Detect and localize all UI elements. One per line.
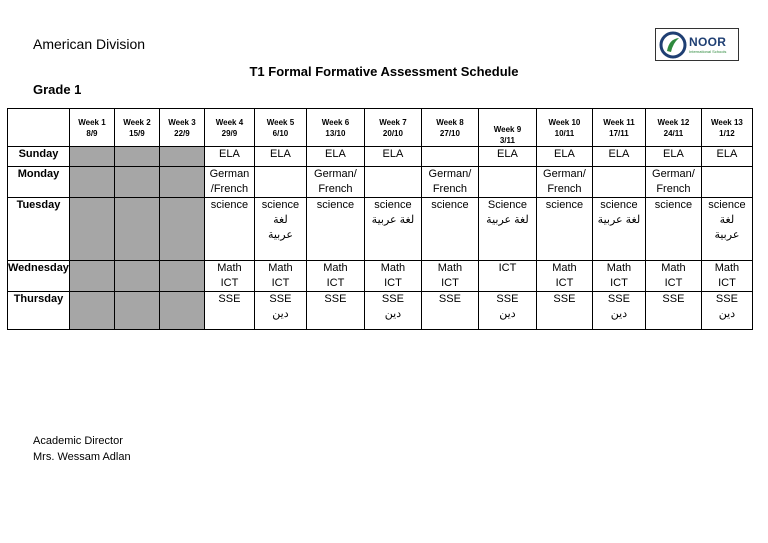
schedule-cell bbox=[536, 261, 592, 292]
week-label: Week 2 bbox=[123, 117, 151, 127]
schedule-cell bbox=[364, 292, 421, 330]
assessment-schedule-table bbox=[7, 108, 753, 330]
subject-text: science bbox=[374, 199, 412, 211]
subject-text: ELA bbox=[663, 148, 684, 160]
subject-text: SSE bbox=[438, 293, 461, 305]
shaded-cell bbox=[69, 147, 114, 167]
week-label: Week 1 bbox=[78, 117, 106, 127]
schedule-cell bbox=[592, 261, 645, 292]
subject-text: SSE bbox=[269, 293, 292, 305]
subject-text: ELA bbox=[554, 148, 575, 160]
subject-text: ICT bbox=[555, 277, 574, 289]
subject-text: ICT bbox=[220, 277, 239, 289]
schedule-cell bbox=[701, 292, 752, 330]
week-header bbox=[592, 109, 645, 147]
schedule-cell bbox=[421, 292, 478, 330]
schedule-cell bbox=[364, 198, 421, 261]
subject-text: science bbox=[210, 199, 249, 211]
week-label: Week 8 bbox=[436, 117, 464, 127]
schedule-cell bbox=[364, 167, 421, 198]
week-label: Week 3 bbox=[168, 117, 196, 127]
week-date: 20/10 bbox=[382, 128, 403, 138]
schedule-cell bbox=[306, 147, 364, 167]
schedule-cell bbox=[478, 198, 536, 261]
header-row bbox=[8, 109, 753, 147]
day-label: Monday bbox=[8, 167, 70, 198]
schedule-cell bbox=[645, 261, 701, 292]
day-row bbox=[8, 292, 753, 330]
subject-text: science bbox=[600, 199, 638, 211]
subject-text: SSE bbox=[324, 293, 347, 305]
subject-text: French bbox=[318, 183, 353, 195]
week-header bbox=[701, 109, 752, 147]
subject-text: دين bbox=[718, 308, 736, 320]
schedule-cell bbox=[421, 147, 478, 167]
week-label: Week 4 bbox=[215, 117, 244, 127]
week-header bbox=[645, 109, 701, 147]
week-header bbox=[204, 109, 254, 147]
week-label: Week 12 bbox=[657, 117, 690, 127]
subject-text: SSE bbox=[496, 293, 519, 305]
subject-text: ICT bbox=[610, 277, 628, 289]
shaded-cell bbox=[114, 261, 159, 292]
week-date: 22/9 bbox=[174, 128, 190, 138]
subject-text: لغة عربية bbox=[486, 214, 529, 226]
week-header bbox=[478, 109, 536, 147]
shaded-cell bbox=[69, 292, 114, 330]
subject-text: Math bbox=[606, 262, 632, 274]
schedule-cell bbox=[536, 147, 592, 167]
schedule-cell bbox=[536, 167, 592, 198]
schedule-cell bbox=[645, 292, 701, 330]
week-header bbox=[114, 109, 159, 147]
subject-text: SSE bbox=[715, 293, 738, 305]
week-date: 15/9 bbox=[129, 128, 145, 138]
schedule-cell bbox=[204, 292, 254, 330]
schedule-cell bbox=[701, 261, 752, 292]
week-date: 8/9 bbox=[86, 128, 98, 138]
schedule-cell bbox=[254, 147, 306, 167]
signature-role: Academic Director bbox=[33, 435, 123, 447]
subject-text: science bbox=[545, 199, 584, 211]
subject-text: French bbox=[432, 183, 468, 195]
subject-text: ICT bbox=[384, 277, 402, 289]
corner-cell bbox=[8, 109, 70, 147]
subject-text: science bbox=[261, 199, 300, 211]
day-row bbox=[8, 167, 753, 198]
day-label: Sunday bbox=[8, 147, 70, 167]
week-header bbox=[254, 109, 306, 147]
subject-text: Math bbox=[323, 262, 348, 274]
subject-text: French bbox=[547, 183, 582, 195]
day-label: Tuesday bbox=[8, 198, 70, 261]
subject-text: Math bbox=[380, 262, 406, 274]
schedule-cell bbox=[204, 198, 254, 261]
subject-text: لغة bbox=[273, 214, 288, 226]
schedule-cell bbox=[421, 261, 478, 292]
subject-text: German bbox=[209, 168, 250, 180]
day-label: Thursday bbox=[8, 292, 70, 330]
subject-text: /French bbox=[210, 183, 249, 195]
subject-text: German/ bbox=[428, 168, 472, 180]
subject-text: Math bbox=[552, 262, 577, 274]
shaded-cell bbox=[159, 147, 204, 167]
schedule-cell bbox=[254, 167, 306, 198]
page-title: T1 Formal Formative Assessment Schedule bbox=[249, 64, 519, 79]
schedule-cell bbox=[204, 167, 254, 198]
subject-text: ELA bbox=[608, 148, 630, 160]
subject-text: SSE bbox=[662, 293, 685, 305]
subject-text: Math bbox=[437, 262, 463, 274]
subject-text: لغة عربية bbox=[597, 214, 641, 226]
subject-text: Math bbox=[714, 262, 740, 274]
subject-text: عربية bbox=[714, 229, 740, 241]
shaded-cell bbox=[114, 198, 159, 261]
week-label: Week 6 bbox=[321, 117, 350, 127]
schedule-cell bbox=[645, 198, 701, 261]
schedule-cell bbox=[592, 147, 645, 167]
shaded-cell bbox=[69, 167, 114, 198]
schedule-cell bbox=[478, 292, 536, 330]
subject-text: ICT bbox=[441, 277, 459, 289]
schedule-cell bbox=[478, 261, 536, 292]
schedule-cell bbox=[592, 198, 645, 261]
week-date: 13/10 bbox=[325, 128, 346, 138]
subject-text: Science bbox=[487, 199, 527, 211]
subject-text: دين bbox=[384, 308, 402, 320]
schedule-cell bbox=[421, 167, 478, 198]
subject-text: دين bbox=[499, 308, 516, 320]
subject-text: science bbox=[431, 199, 469, 211]
schedule-cell bbox=[306, 261, 364, 292]
schedule-cell bbox=[478, 167, 536, 198]
schedule-cell bbox=[592, 167, 645, 198]
subject-text: ICT bbox=[271, 277, 290, 289]
day-label: Wednesday bbox=[8, 261, 70, 292]
week-date: 10/11 bbox=[554, 128, 575, 138]
shaded-cell bbox=[159, 261, 204, 292]
shaded-cell bbox=[159, 292, 204, 330]
schedule-cell bbox=[592, 292, 645, 330]
schedule-cell bbox=[254, 261, 306, 292]
week-header bbox=[421, 109, 478, 147]
subject-text: ICT bbox=[718, 277, 736, 289]
subject-text: SSE bbox=[553, 293, 576, 305]
subject-text: SSE bbox=[381, 293, 404, 305]
subject-text: عربية bbox=[267, 229, 293, 241]
week-label: Week 7 bbox=[379, 117, 407, 127]
week-label: Week 9 bbox=[493, 125, 522, 134]
subject-text: SSE bbox=[218, 293, 241, 305]
subject-text: دين bbox=[272, 308, 289, 320]
week-label: Week 13 bbox=[711, 117, 743, 127]
subject-text: Math bbox=[217, 262, 242, 274]
subject-text: ELA bbox=[716, 148, 738, 160]
schedule-cell bbox=[254, 292, 306, 330]
subject-text: دين bbox=[610, 308, 628, 320]
week-header bbox=[364, 109, 421, 147]
shaded-cell bbox=[114, 147, 159, 167]
schedule-cell bbox=[701, 198, 752, 261]
noor-logo bbox=[655, 28, 739, 61]
shaded-cell bbox=[69, 261, 114, 292]
schedule-cell bbox=[204, 147, 254, 167]
subject-text: ICT bbox=[326, 277, 345, 289]
schedule-cell bbox=[306, 198, 364, 261]
logo-subtext: International Schools bbox=[689, 48, 727, 54]
subject-text: ICT bbox=[664, 277, 683, 289]
schedule-cell bbox=[645, 167, 701, 198]
day-row bbox=[8, 261, 753, 292]
subject-text: Math bbox=[268, 262, 293, 274]
subject-text: لغة bbox=[719, 214, 735, 226]
noor-logo-icon bbox=[659, 31, 687, 59]
subject-text: science bbox=[316, 199, 355, 211]
schedule-cell bbox=[536, 198, 592, 261]
subject-text: German/ bbox=[652, 168, 695, 180]
schedule-cell bbox=[478, 147, 536, 167]
schedule-cell bbox=[306, 292, 364, 330]
week-label: Week 5 bbox=[266, 117, 295, 127]
week-header bbox=[306, 109, 364, 147]
schedule-cell bbox=[306, 167, 364, 198]
schedule-cell bbox=[645, 147, 701, 167]
week-date: 3/11 bbox=[499, 136, 515, 145]
shaded-cell bbox=[69, 198, 114, 261]
grade-label: Grade 1 bbox=[33, 82, 82, 97]
day-row bbox=[8, 147, 753, 167]
subject-text: Math bbox=[661, 262, 686, 274]
schedule-cell bbox=[364, 261, 421, 292]
schedule-cell bbox=[701, 167, 752, 198]
subject-text: ELA bbox=[270, 148, 291, 160]
subject-text: science bbox=[708, 199, 746, 211]
signature-name: Mrs. Wessam Adlan bbox=[33, 451, 131, 463]
schedule-cell bbox=[701, 147, 752, 167]
subject-text: ELA bbox=[219, 148, 240, 160]
week-header bbox=[536, 109, 592, 147]
week-header bbox=[69, 109, 114, 147]
subject-text: ELA bbox=[325, 148, 346, 160]
subject-text: science bbox=[654, 199, 693, 211]
subject-text: German/ bbox=[543, 168, 586, 180]
division-label: American Division bbox=[33, 36, 146, 52]
subject-text: ELA bbox=[382, 148, 404, 160]
subject-text: ICT bbox=[498, 262, 517, 274]
week-label: Week 10 bbox=[548, 117, 581, 127]
week-date: 1/12 bbox=[719, 128, 735, 138]
logo-wordmark: NOOR bbox=[689, 34, 727, 49]
subject-text: German/ bbox=[314, 168, 357, 180]
schedule-cell bbox=[536, 292, 592, 330]
subject-text: لغة عربية bbox=[371, 214, 415, 226]
week-date: 29/9 bbox=[221, 128, 238, 138]
week-date: 24/11 bbox=[663, 128, 684, 138]
schedule-cell bbox=[421, 198, 478, 261]
week-header bbox=[159, 109, 204, 147]
schedule-cell bbox=[204, 261, 254, 292]
shaded-cell bbox=[159, 167, 204, 198]
week-date: 6/10 bbox=[272, 128, 289, 138]
shaded-cell bbox=[159, 198, 204, 261]
shaded-cell bbox=[114, 292, 159, 330]
subject-text: ELA bbox=[497, 148, 518, 160]
week-date: 17/11 bbox=[609, 128, 629, 138]
week-label: Week 11 bbox=[603, 117, 635, 127]
week-date: 27/10 bbox=[439, 128, 460, 138]
schedule-cell bbox=[254, 198, 306, 261]
subject-text: French bbox=[656, 183, 691, 195]
day-row bbox=[8, 198, 753, 261]
subject-text: SSE bbox=[607, 293, 630, 305]
shaded-cell bbox=[114, 167, 159, 198]
schedule-cell bbox=[364, 147, 421, 167]
